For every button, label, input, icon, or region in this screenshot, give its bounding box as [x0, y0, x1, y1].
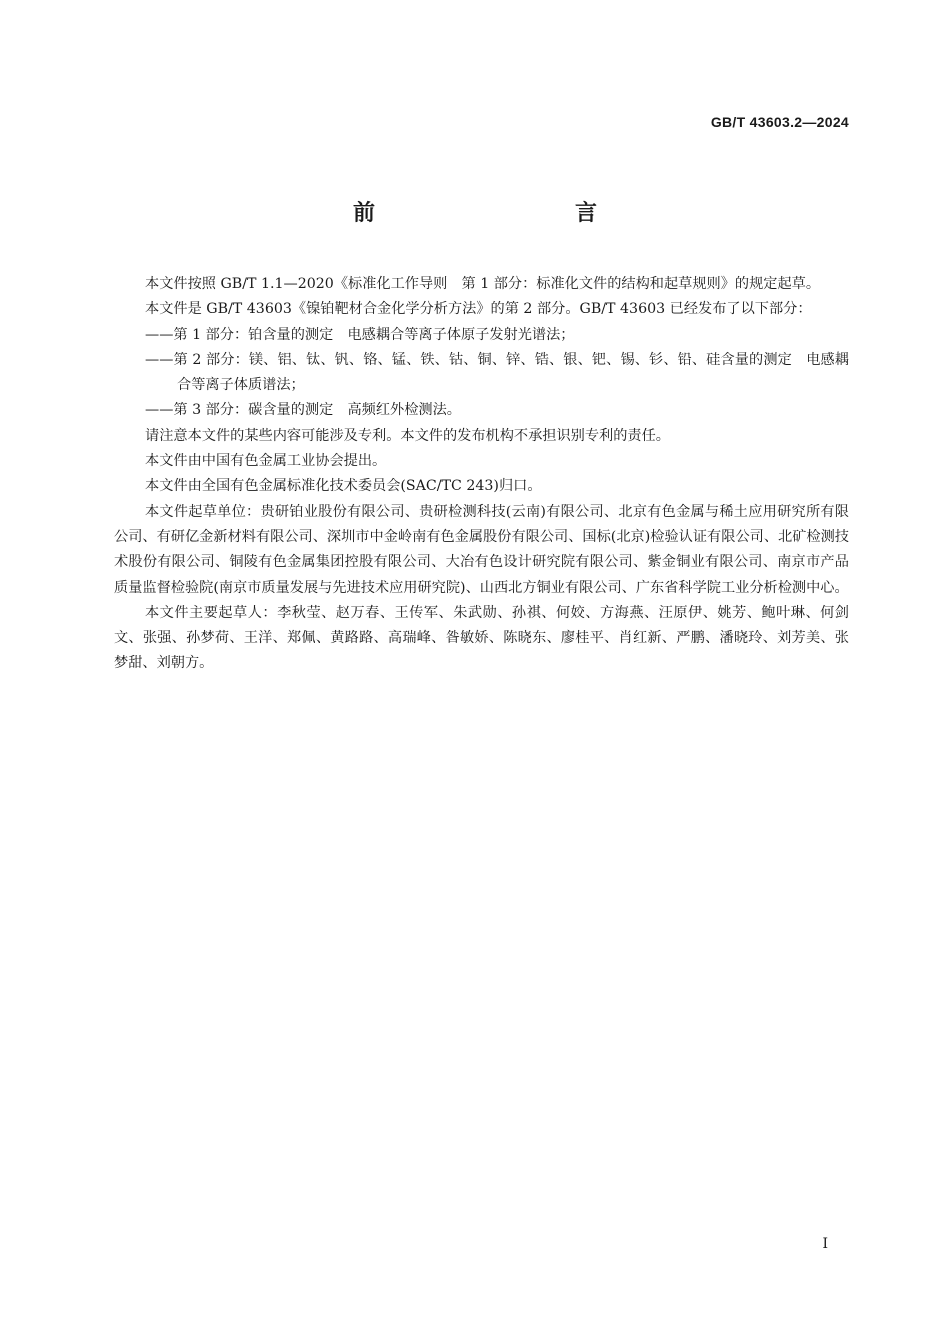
foreword-content [114, 272, 849, 677]
page-number: I [822, 1236, 828, 1252]
list-item-part-2: ——第 2 部分：镁、铝、钛、钒、铬、锰、铁、钴、铜、锌、锆、银、钯、锡、钐、铅、硅含量的测定 电感耦合等离子体质谱法； [145, 351, 849, 394]
standard-code: GB/T 43603.2—2024 [710, 114, 849, 130]
paragraph-drafters: 本文件主要起草人：李秋莹、赵万春、王传军、朱武勋、孙祺、何姣、方海燕、汪原伊、姚芳、鲍叶琳、何剑文、张强、孙梦荷、王洋、郑佩、黄路路、高瑞峰、昝敏娇、陈晓东、廖桂平、肖红新、严鹏、潘晓玲、刘芳美、张梦甜、刘朝方。 [114, 604, 849, 672]
paragraph-proposer: 本文件由中国有色金属工业协会提出。 [145, 453, 387, 470]
page-title: 前 言 [352, 201, 649, 226]
paragraph-series-info: 本文件是 GB/T 43603《镍铂靶材合金化学分析方法》的第 2 部分。GB/T 43603 已经发布了以下部分： [145, 301, 812, 318]
paragraph-patent-notice: 请注意本文件的某些内容可能涉及专利。本文件的发布机构不承担识别专利的责任。 [145, 427, 670, 444]
paragraph-drafting-units: 本文件起草单位：贵研铂业股份有限公司、贵研检测科技(云南)有限公司、北京有色金属与稀土应用研究所有限公司、有研亿金新材料有限公司、深圳市中金岭南有色金属股份有限公司、国标(北京)检验认证有限公司、北矿检测技术股份有限公司、铜陵有色金属集团控股有限公司、大冶有色设计研究院有限公司、紫金铜业有限公司、南京市产品质量监督检验院(南京市质量发展与先进技术应用研究院)、山西北方铜业有限公司、广东省科学院工业分析检测中心。 [114, 503, 849, 596]
paragraph-drafting-rules: 本文件按照 GB/T 1.1—2020《标准化工作导则 第 1 部分：标准化文件的结构和起草规则》的规定起草。 [145, 276, 821, 292]
list-item-part-1: ——第 1 部分：铂含量的测定 电感耦合等离子体原子发射光谱法； [145, 326, 575, 343]
paragraph-committee: 本文件由全国有色金属标准化技术委员会(SAC/TC 243)归口。 [145, 478, 542, 495]
list-item-part-3: ——第 3 部分：碳含量的测定 高频红外检测法。 [145, 402, 461, 419]
